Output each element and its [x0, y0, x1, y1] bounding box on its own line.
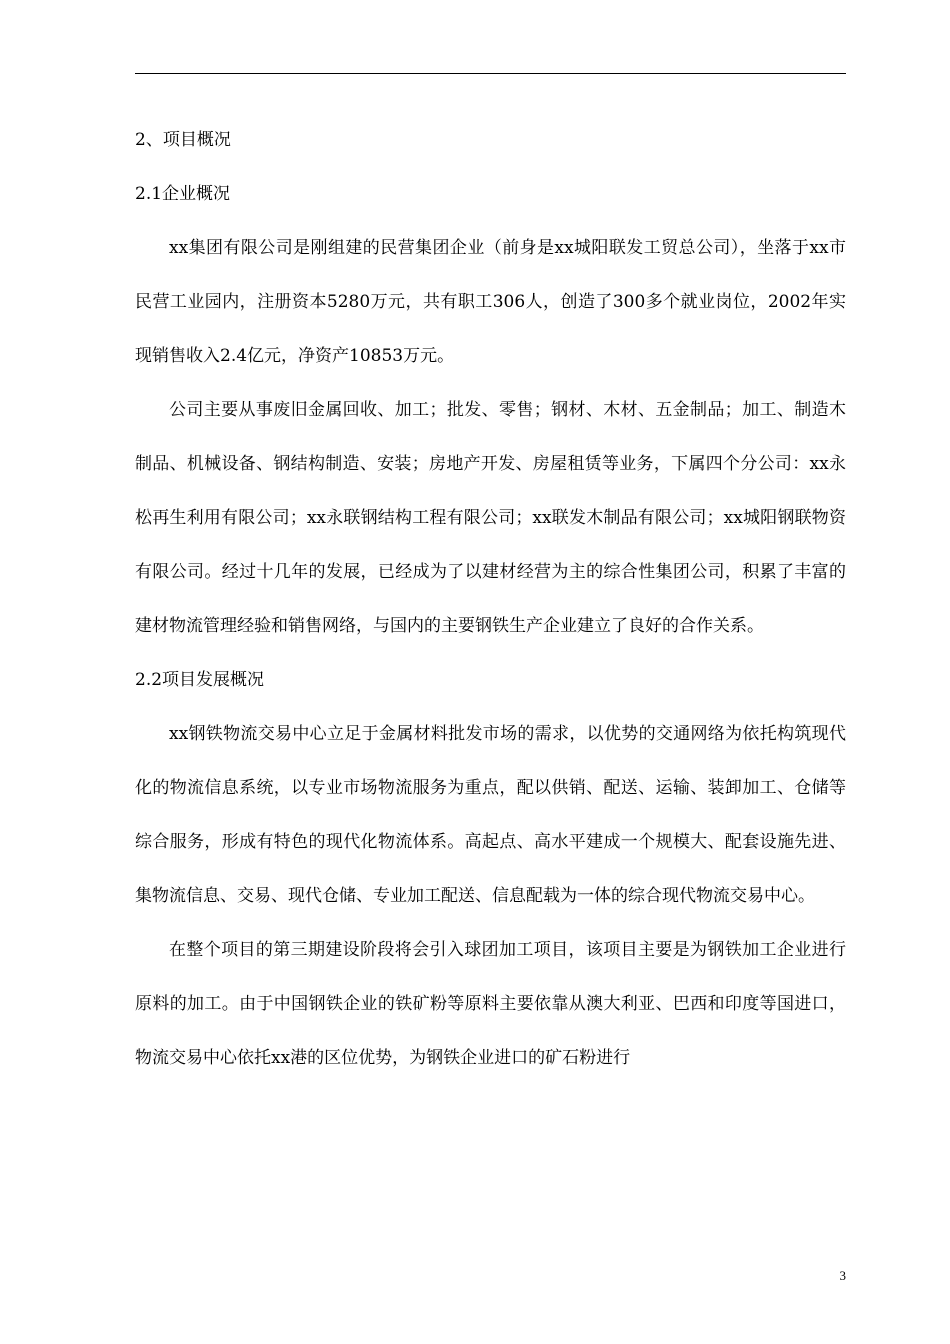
paragraph-company-intro: xx集团有限公司是刚组建的民营集团企业（前身是xx城阳联发工贸总公司），坐落于xx市民营工业园内，注册资本5280万元，共有职工306人，创造了300多个就业岗位，2002年实现销售收入2.4亿元，净资产10853万元。 [135, 238, 846, 366]
section-heading-project-overview: 2、项目概况 [135, 130, 231, 150]
page-number: 3 [839, 1268, 846, 1283]
paragraph-company-business: 公司主要从事废旧金属回收、加工；批发、零售；钢材、木材、五金制品；加工、制造木制品、机械设备、钢结构制造、安装；房地产开发、房屋租赁等业务，下属四个分公司：xx永松再生利用有限公司；xx永联钢结构工程有限公司；xx联发木制品有限公司；xx城阳钢联物资有限公司。经过十几年的发展，已经成为了以建材经营为主的综合性集团公司，积累了丰富的建材物流管理经验和销售网络，与国内的主要钢铁生产企业建立了良好的合作关系。 [135, 400, 846, 636]
document-body [135, 113, 846, 1085]
section-heading-project-development: 2.2项目发展概况 [135, 670, 265, 690]
paragraph-logistics-center: xx钢铁物流交易中心立足于金属材料批发市场的需求，以优势的交通网络为依托构筑现代化的物流信息系统，以专业市场物流服务为重点，配以供销、配送、运输、装卸加工、仓储等综合服务，形成有特色的现代化物流体系。高起点、高水平建成一个规模大、配套设施先进、集物流信息、交易、现代仓储、专业加工配送、信息配载为一体的综合现代物流交易中心。 [135, 724, 846, 906]
section-heading-company-overview: 2.1企业概况 [135, 184, 231, 204]
header-rule [135, 73, 846, 74]
paragraph-phase-three: 在整个项目的第三期建设阶段将会引入球团加工项目，该项目主要是为钢铁加工企业进行原料的加工。由于中国钢铁企业的铁矿粉等原料主要依靠从澳大利亚、巴西和印度等国进口，物流交易中心依托xx港的区位优势，为钢铁企业进口的矿石粉进行 [135, 940, 846, 1068]
